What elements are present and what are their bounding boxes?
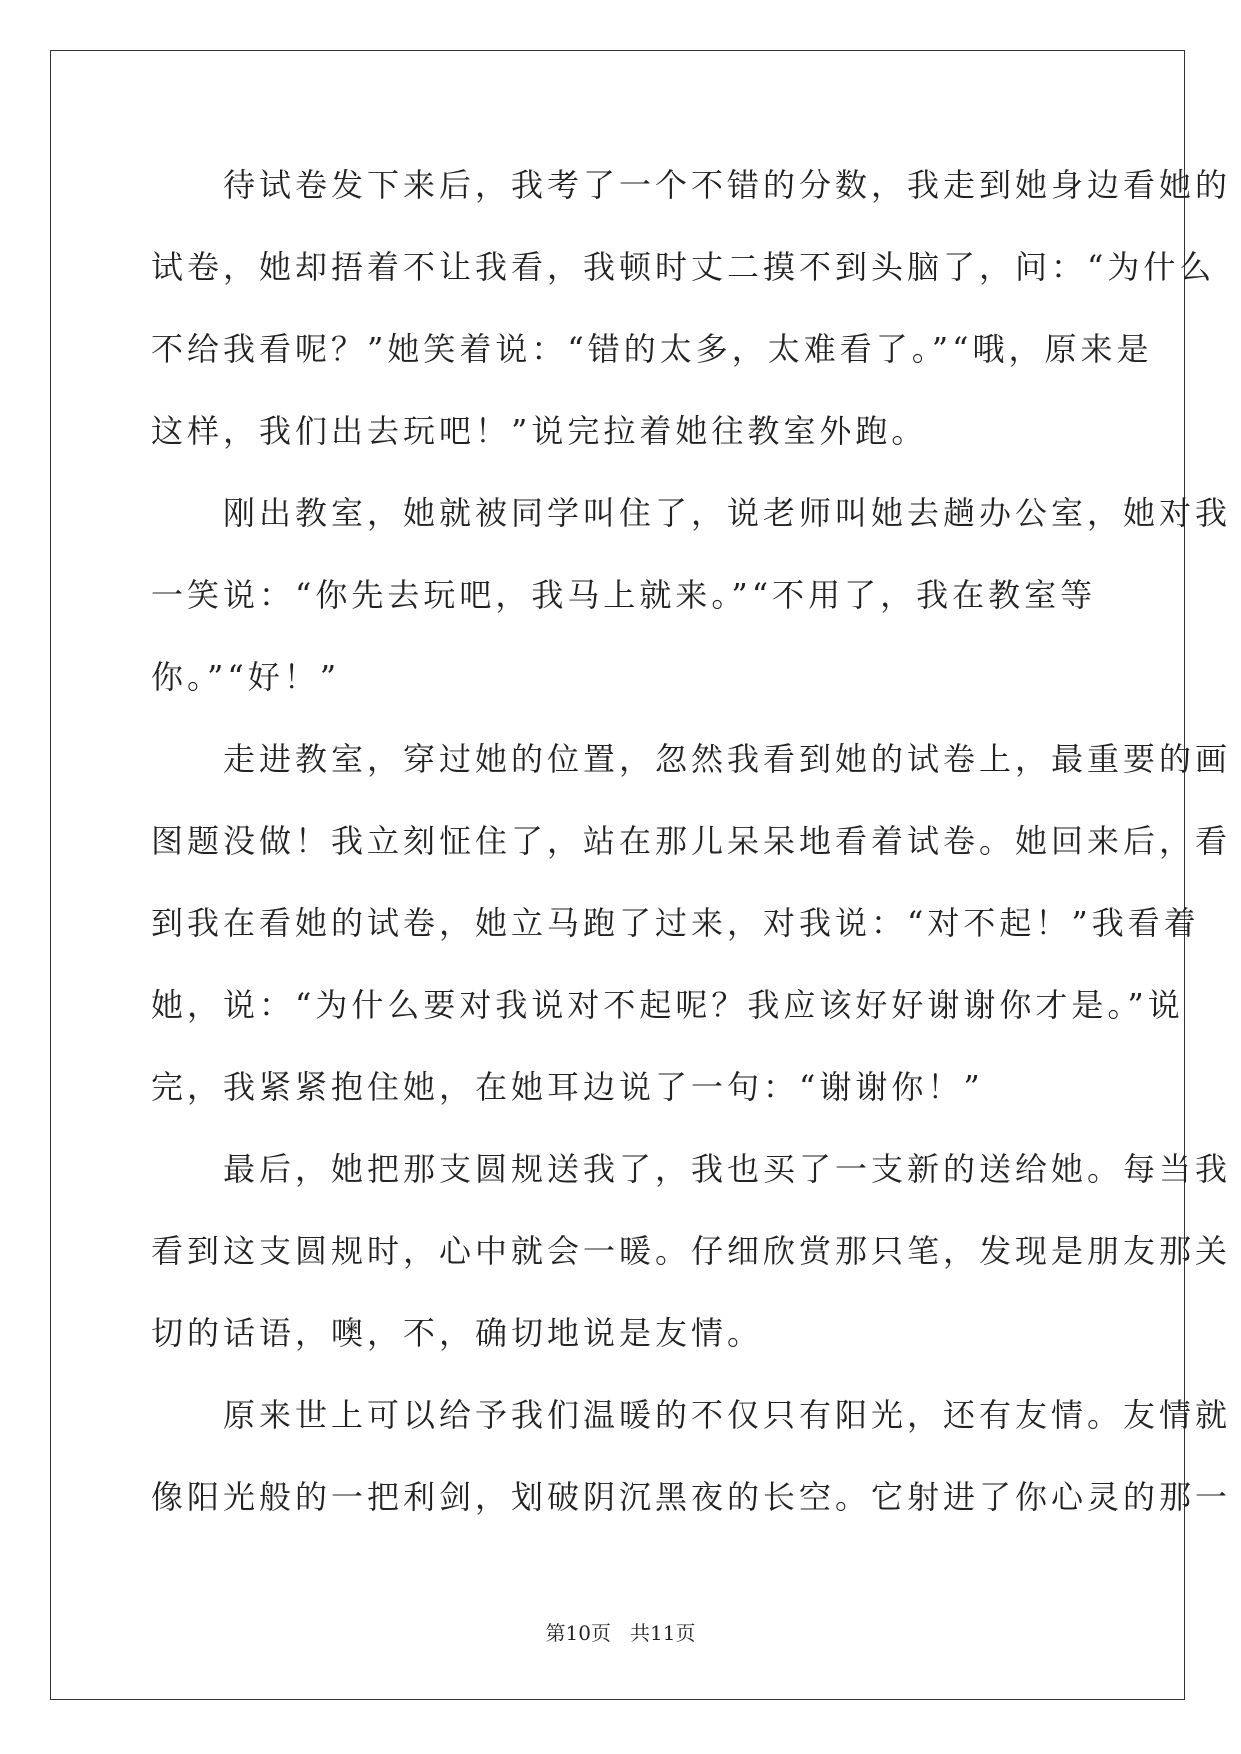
footer-spacer [611, 1621, 630, 1645]
text-line: 到我在看她的试卷，她立马跑了过来，对我说：“对不起！”我看着 [151, 904, 1200, 942]
text-line: 刚出教室，她就被同学叫住了，说老师叫她去趟办公室，她对我 [151, 494, 1232, 532]
total-page-count: 共11页 [630, 1621, 696, 1645]
text-line: 待试卷发下来后，我考了一个不错的分数，我走到她身边看她的 [151, 166, 1232, 204]
text-line: 你。”“好！” [151, 658, 341, 696]
current-page-number: 第10页 [545, 1621, 611, 1645]
text-line: 像阳光般的一把利剑，划破阴沉黑夜的长空。它射进了你心灵的那一 [151, 1478, 1232, 1516]
paragraph [151, 162, 1232, 490]
text-line: 这样，我们出去玩吧！”说完拉着她往教室外跑。 [151, 412, 928, 450]
paragraph [151, 736, 1232, 1146]
text-line: 不给我看呢？”她笑着说：“错的太多，太难看了。”“哦，原来是 [151, 330, 1153, 368]
text-line: 她，说：“为什么要对我说对不起呢？我应该好好谢谢你才是。”说 [151, 986, 1184, 1024]
text-line: 一笑说：“你先去玩吧，我马上就来。”“不用了，我在教室等 [151, 576, 1097, 614]
text-line: 图题没做！我立刻怔住了，站在那儿呆呆地看着试卷。她回来后，看 [151, 822, 1232, 860]
text-line: 看到这支圆规时，心中就会一暖。仔细欣赏那只笔，发现是朋友那关 [151, 1232, 1232, 1270]
paragraph [151, 1146, 1232, 1392]
paragraph [151, 1392, 1232, 1556]
text-line: 试卷，她却捂着不让我看，我顿时丈二摸不到头脑了，问：“为什么 [151, 248, 1216, 286]
text-line: 切的话语，噢，不，确切地说是友情。 [151, 1314, 764, 1352]
document-body [151, 162, 1232, 1556]
text-line: 完，我紧紧抱住她，在她耳边说了一句：“谢谢你！” [151, 1068, 984, 1106]
text-line: 原来世上可以给予我们温暖的不仅只有阳光，还有友情。友情就 [151, 1396, 1232, 1434]
paragraph [151, 490, 1232, 736]
page-footer [0, 1620, 1241, 1646]
text-line: 最后，她把那支圆规送我了，我也买了一支新的送给她。每当我 [151, 1150, 1232, 1188]
text-line: 走进教室，穿过她的位置，忽然我看到她的试卷上，最重要的画 [151, 740, 1232, 778]
